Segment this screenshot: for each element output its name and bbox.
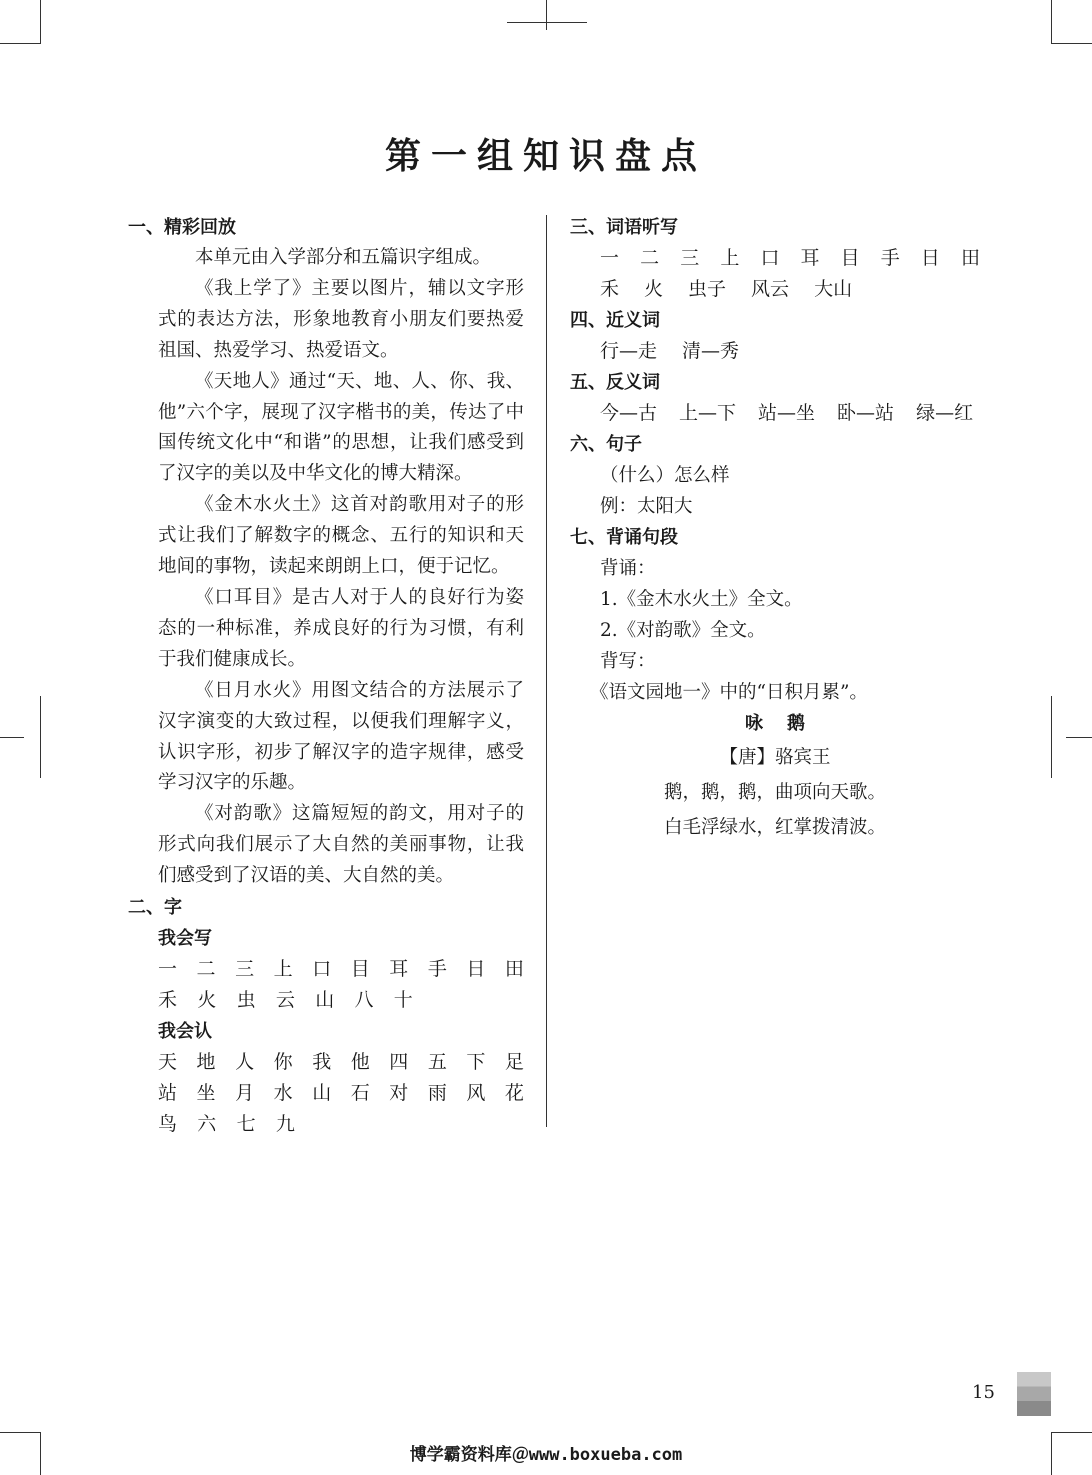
- character: 你: [273, 1051, 293, 1074]
- character: 人: [235, 1051, 255, 1074]
- character: 四: [389, 1051, 409, 1074]
- character: 坐: [196, 1082, 216, 1105]
- character-row: [158, 1078, 524, 1109]
- poem-line: 鹅，鹅，鹅，曲项向天歌。: [663, 782, 886, 803]
- character: 二: [196, 958, 216, 981]
- character: 云: [275, 989, 295, 1012]
- crop-mark: [1052, 1432, 1092, 1433]
- character: 口: [312, 958, 332, 981]
- character: 禾: [158, 989, 178, 1012]
- synonym-list: [570, 336, 980, 367]
- character: 雨: [427, 1082, 447, 1105]
- antonym-pair: 今—古: [600, 402, 658, 424]
- word: 日: [920, 247, 940, 269]
- poem-line: 白毛浮绿水，红掌拨清波。: [663, 817, 886, 838]
- character: 月: [235, 1082, 255, 1105]
- antonym-pair: 上—下: [679, 402, 737, 424]
- recite-label: 背诵：: [600, 558, 656, 579]
- synonym-pair: 清—秀: [682, 340, 740, 362]
- word-row: [570, 274, 980, 305]
- recite-item: 2.《对韵歌》全文。: [600, 620, 766, 641]
- character: 九: [275, 1113, 295, 1136]
- word: 手: [880, 247, 900, 269]
- word: 一: [600, 247, 620, 269]
- dictation-words: [570, 243, 980, 274]
- character: 七: [236, 1113, 256, 1136]
- character: 下: [466, 1051, 486, 1074]
- word: 禾: [600, 278, 620, 300]
- paragraph: 《口耳目》是古人对于人的良好行为姿态的一种标准，养成良好的行为习惯，有利于我们健康成长。: [158, 586, 524, 670]
- paragraph: 《天地人》通过“天、地、人、你、我、他”六个字，展现了汉字楷书的美，传达了中国传统文化中“和谐”的思想，让我们感受到了汉字的美以及中华文化的博大精深。: [158, 370, 524, 485]
- character: 对: [389, 1082, 409, 1105]
- character: 山: [315, 989, 335, 1012]
- write-item: 《语文园地一》中的“日积月累”。: [590, 682, 868, 703]
- word: 三: [680, 247, 700, 269]
- subheading-can-write: 我会写: [158, 928, 212, 950]
- character: 目: [350, 958, 370, 981]
- crop-mark: [1051, 696, 1052, 778]
- character: 一: [158, 958, 178, 981]
- character: 我: [312, 1051, 332, 1074]
- character: 十: [393, 989, 413, 1012]
- synonym-pair: 行—走: [600, 340, 658, 362]
- write-label: 背写：: [600, 651, 656, 672]
- page-edge-tab: [1017, 1372, 1051, 1416]
- section-heading-characters: 二、字: [128, 897, 182, 919]
- crop-mark: [0, 1432, 40, 1433]
- word: 大山: [814, 278, 853, 300]
- character: 三: [235, 958, 255, 981]
- word: 二: [640, 247, 660, 269]
- sentence-example: 例：太阳大: [600, 496, 693, 517]
- poem-author: 【唐】骆宾王: [719, 747, 831, 768]
- subheading-can-recognize: 我会认: [158, 1021, 212, 1043]
- word: 虫子: [688, 278, 727, 300]
- character: 手: [427, 958, 447, 981]
- section-heading-antonyms: 五、反义词: [570, 372, 660, 393]
- crop-mark: [546, 0, 547, 30]
- left-column: [128, 212, 524, 1140]
- section-heading-synonyms: 四、近义词: [570, 310, 660, 331]
- recite-item: 1.《金木水火土》全文。: [600, 589, 803, 610]
- word: 火: [644, 278, 664, 300]
- paragraph: 《金木水火土》这首对韵歌用对子的形式让我们了解数字的概念、五行的知识和天地间的事物，读起来朗朗上口，便于记忆。: [158, 494, 524, 578]
- crop-mark: [1051, 0, 1052, 44]
- character: 山: [312, 1082, 332, 1105]
- paragraph: 《我上学了》主要以图片，辅以文字形式的表达方法，形象地教育小朋友们要热爱祖国、热爱学习、热爱语文。: [158, 277, 524, 361]
- word-row: [600, 243, 980, 274]
- word: 田: [960, 247, 980, 269]
- character: 虫: [236, 989, 256, 1012]
- crop-mark: [1066, 737, 1092, 738]
- recognize-characters: [128, 1047, 524, 1140]
- character: 花: [504, 1082, 524, 1105]
- character: 火: [197, 989, 217, 1012]
- character: 天: [158, 1051, 178, 1074]
- character: 站: [158, 1082, 178, 1105]
- character: 上: [273, 958, 293, 981]
- column-divider: [546, 215, 547, 1127]
- sentence-pattern: （什么）怎么样: [600, 465, 730, 486]
- write-characters: [128, 954, 524, 1016]
- character: 耳: [389, 958, 409, 981]
- crop-mark: [40, 0, 41, 44]
- crop-mark: [0, 737, 24, 738]
- word: 上: [720, 247, 740, 269]
- character: 石: [350, 1082, 370, 1105]
- antonym-pair: 绿—红: [916, 402, 974, 424]
- character: 六: [197, 1113, 217, 1136]
- antonym-pair: 站—坐: [758, 402, 816, 424]
- antonym-list: [570, 398, 980, 429]
- character-row: [158, 985, 524, 1016]
- character: 日: [466, 958, 486, 981]
- crop-mark: [0, 43, 40, 44]
- section-heading-dictation: 三、词语听写: [570, 217, 678, 238]
- paragraph: 《对韵歌》这篇短短的韵文，用对子的形式向我们展示了大自然的美丽事物，让我们感受到了汉语的美、大自然的美。: [158, 803, 524, 887]
- character: 地: [196, 1051, 216, 1074]
- character-row: [158, 1109, 524, 1140]
- page-number: 15: [972, 1382, 995, 1403]
- character: 五: [427, 1051, 447, 1074]
- paragraph: 《日月水火》用图文结合的方法展示了汉字演变的大致过程，以便我们理解字义，认识字形，初步了解汉字的造字规律，感受学习汉字的乐趣。: [158, 679, 524, 794]
- character: 八: [354, 989, 374, 1012]
- word: 目: [840, 247, 860, 269]
- footer-watermark: 博学霸资料库＠www.boxueba.com: [409, 1445, 683, 1465]
- page-title: 第一组知识盘点: [384, 135, 707, 177]
- crop-mark: [40, 696, 41, 778]
- right-column: [570, 212, 980, 845]
- crop-mark: [1052, 43, 1092, 44]
- character: 足: [504, 1051, 524, 1074]
- character: 风: [466, 1082, 486, 1105]
- word: 风云: [751, 278, 790, 300]
- word: 耳: [800, 247, 820, 269]
- character-row: [158, 1047, 524, 1078]
- character: 他: [350, 1051, 370, 1074]
- word: 口: [760, 247, 780, 269]
- crop-mark: [507, 22, 587, 23]
- section-heading-review: 一、精彩回放: [128, 217, 236, 238]
- character: 鸟: [158, 1113, 178, 1136]
- section-heading-recitation: 七、背诵句段: [570, 527, 678, 548]
- character-row: [158, 954, 524, 985]
- section-heading-sentences: 六、句子: [570, 434, 642, 455]
- poem-title: 咏鹅: [745, 713, 829, 734]
- antonym-pair: 卧—站: [837, 402, 895, 424]
- paragraph: 本单元由入学部分和五篇识字组成。: [195, 247, 492, 268]
- character: 田: [504, 958, 524, 981]
- character: 水: [273, 1082, 293, 1105]
